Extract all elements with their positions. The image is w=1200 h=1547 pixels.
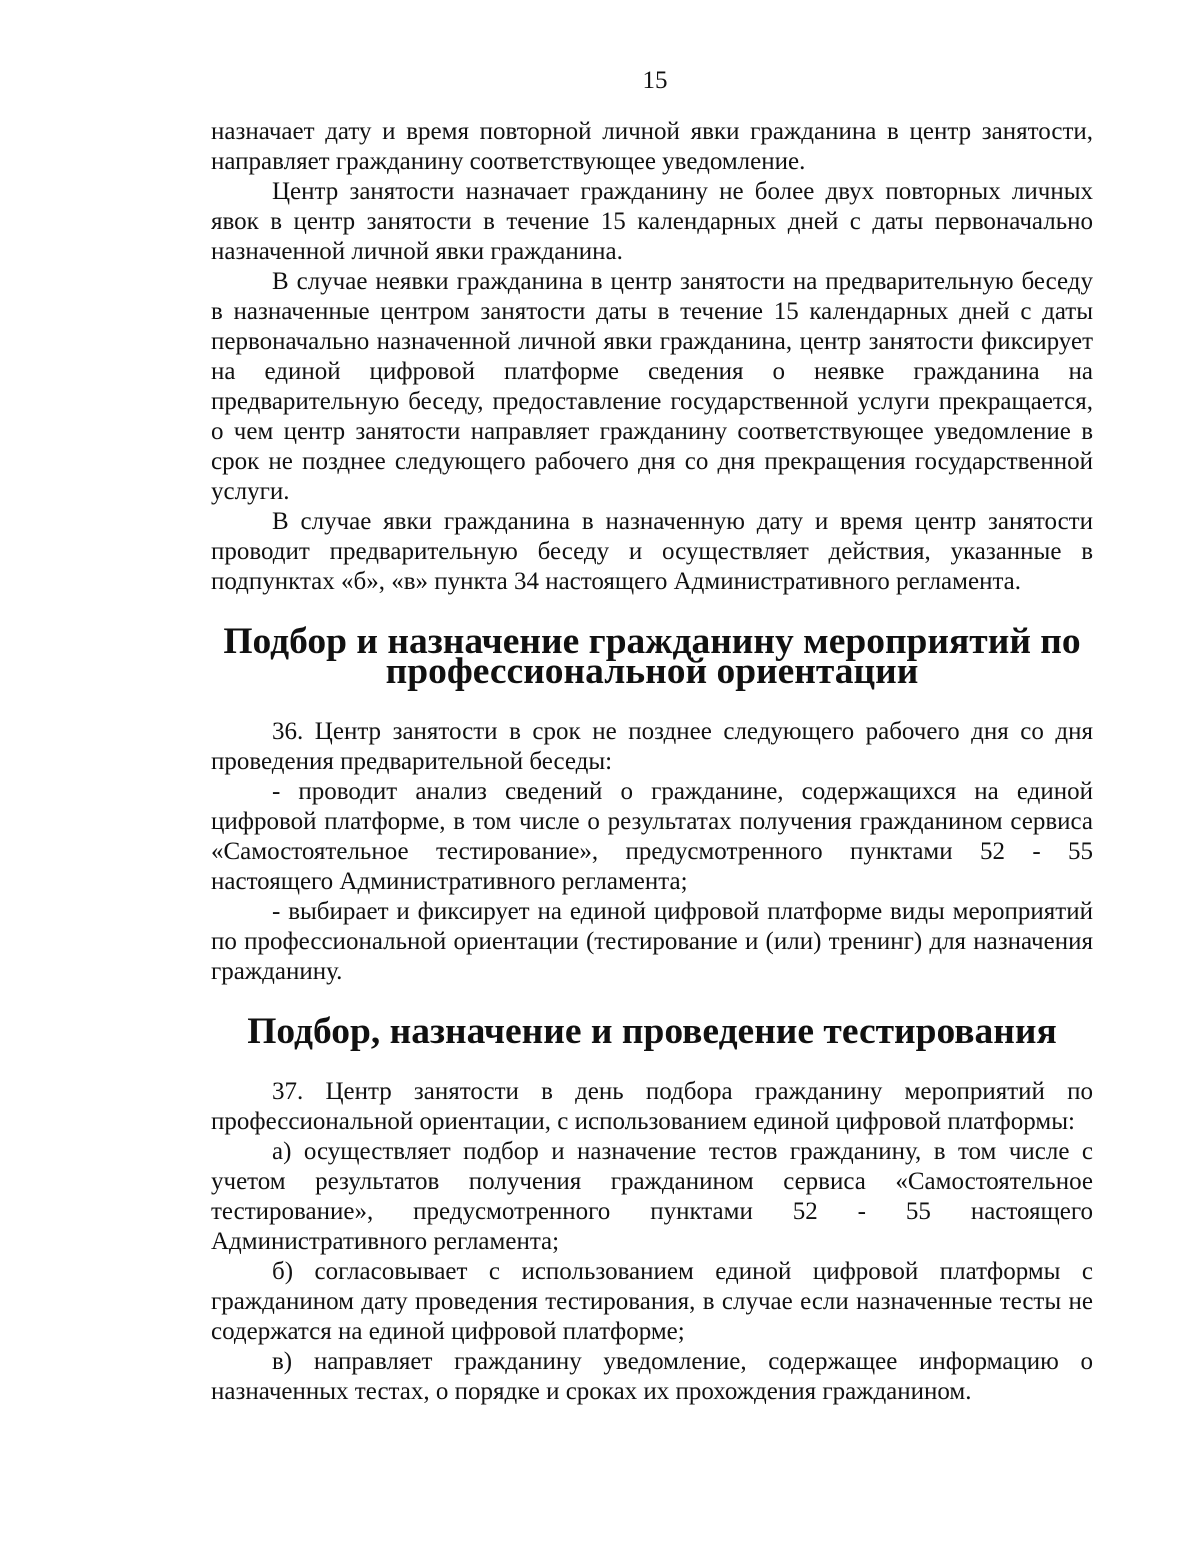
page-number: 15 [642, 67, 668, 94]
document-body [211, 117, 1093, 1407]
paragraph: В случае явки гражданина в назначенную дату и время центр занятости проводит предварительную беседу и осуществляет действия, указанные в подпунктах «б», «в» пункта 34 настоящего Административного регламента. [211, 508, 1093, 595]
section-heading: Подбор и назначение гражданину мероприятий по профессиональной ориентации [223, 621, 1081, 692]
paragraph: а) осуществляет подбор и назначение тестов гражданину, в том числе с учетом результатов получения гражданином сервиса «Самостоятельное тестирование», предусмотренного пунктами 52 - 55 настоящего Административного регламента; [211, 1138, 1093, 1255]
paragraph: - выбирает и фиксирует на единой цифровой платформе виды мероприятий по профессиональной ориентации (тестирование и (или) тренинг) для назначения гражданину. [211, 898, 1093, 985]
paragraph: В случае неявки гражданина в центр занятости на предварительную беседу в назначенные центром занятости даты в течение 15 календарных дней с даты первоначально назначенной личной явки гражданина, центр занятости фиксирует на единой цифровой платформе сведения о неявке гражданина на предварительную беседу, предоставление государственной услуги прекращается, о чем центр занятости направляет гражданину соответствующее уведомление в срок не позднее следующего рабочего дня со дня прекращения государственной услуги. [211, 268, 1093, 505]
paragraph: в) направляет гражданину уведомление, содержащее информацию о назначенных тестах, о порядке и сроках их прохождения гражданином. [211, 1348, 1093, 1405]
paragraph: 37. Центр занятости в день подбора гражданину мероприятий по профессиональной ориентации, с использованием единой цифровой платформы: [211, 1078, 1093, 1135]
paragraph: назначает дату и время повторной личной явки гражданина в центр занятости, направляет гражданину соответствующее уведомление. [211, 118, 1093, 175]
paragraph: Центр занятости назначает гражданину не более двух повторных личных явок в центр занятости в течение 15 календарных дней с даты первоначально назначенной личной явки гражданина. [211, 178, 1093, 265]
paragraph: б) согласовывает с использованием единой цифровой платформы с гражданином дату проведения тестирования, в случае если назначенные тесты не содержатся на единой цифровой платформе; [211, 1258, 1093, 1345]
paragraph: - проводит анализ сведений о гражданине, содержащихся на единой цифровой платформе, в том числе о результатах получения гражданином сервиса «Самостоятельное тестирование», предусмотренного пунктами 52 - 55 настоящего Административного регламента; [211, 778, 1093, 895]
section-heading: Подбор, назначение и проведение тестирования [247, 1011, 1057, 1052]
paragraph: 36. Центр занятости в срок не позднее следующего рабочего дня со дня проведения предварительной беседы: [211, 718, 1093, 775]
